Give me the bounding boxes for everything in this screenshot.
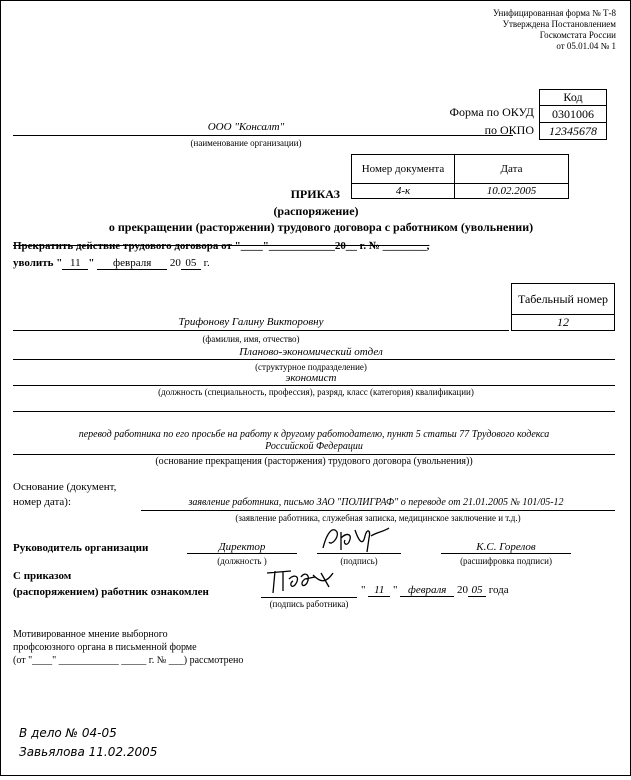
handwritten-signature-note: Завьялова 11.02.2005 — [19, 745, 158, 759]
order-subtitle: (распоряжение) — [273, 204, 359, 218]
department-caption: (структурное подразделение) — [255, 362, 367, 372]
acquainted-date: " 11 " февраля 20 05 года — [361, 584, 509, 596]
employee-signature-icon — [263, 565, 339, 597]
acquainted-year-suffix: года — [488, 584, 509, 596]
reason-text-line1: перевод работника по его просьбе на работу к другому работодателю, пункт 5 статьи 77 Трудового кодекса — [78, 429, 550, 440]
employee-signature-caption: (подпись работника) — [269, 599, 349, 609]
dismiss-year-suffix: г. — [203, 257, 210, 269]
tab-number-value: 12 — [512, 315, 615, 331]
employee-name: Трифонову Галину Викторовну — [178, 316, 324, 328]
employee-department: Планово-экономический отдел — [239, 346, 383, 358]
doc-number-date-table — [351, 154, 569, 199]
dismiss-month: февраля — [97, 257, 167, 270]
organization-caption: (наименование организации) — [190, 138, 302, 148]
order-title: ПРИКАЗ — [290, 187, 340, 201]
handwritten-file-note: В дело № 04-05 — [19, 726, 117, 740]
position-underline — [13, 385, 615, 386]
doc-number-value: 4-к — [352, 184, 455, 199]
union-line2: профсоюзного органа в письменной форме — [13, 642, 197, 653]
employee-position: экономист — [285, 372, 337, 384]
acquainted-day: 11 — [368, 584, 390, 597]
tab-number-table — [511, 283, 615, 331]
doc-date-value: 10.02.2005 — [455, 184, 569, 199]
basis-label-line2: номер дата): — [13, 496, 72, 508]
basis-underline — [141, 510, 615, 511]
dismiss-label: уволить " — [13, 257, 63, 269]
union-line3: (от "____" ____________ _____ г. № ___) рассмотрено — [13, 655, 244, 666]
union-line1: Мотивированное мнение выборного — [13, 629, 168, 640]
acquainted-year-prefix: 20 — [457, 584, 468, 596]
organization-underline — [13, 135, 513, 136]
basis-caption: (заявление работника, служебная записка, медицинское заключение и т.д.) — [235, 513, 521, 523]
director-position-underline — [187, 553, 297, 554]
okud-label: Форма по ОКУД — [449, 105, 534, 119]
acquainted-label-line2: (распоряжением) работник ознакомлен — [13, 586, 209, 598]
terminate-contract-line: Прекратить действие трудового договора от "____"____________20__ г. № ________, — [13, 240, 430, 252]
director-position-caption: (должность ) — [217, 556, 267, 566]
form-header-line2: Утверждена Постановлением — [502, 19, 616, 29]
employee-name-caption: (фамилия, имя, отчество) — [202, 334, 300, 344]
blank-line — [13, 411, 615, 412]
okud-value: 0301006 — [540, 106, 607, 123]
organization-name: ООО "Консалт" — [207, 121, 285, 133]
director-name-caption: (расшифровка подписи) — [460, 556, 552, 566]
order-about: о прекращении (расторжении) трудового договора с работником (увольнении) — [108, 220, 534, 234]
form-header-line3: Госкомстата России — [539, 30, 616, 40]
dismiss-year-prefix: 20 — [169, 257, 181, 269]
department-underline — [13, 359, 615, 360]
basis-label-line1: Основание (документ, — [13, 481, 117, 493]
director-label: Руководитель организации — [13, 542, 149, 554]
reason-text-line2: Российской Федерации — [265, 441, 363, 452]
union-opinion — [13, 628, 243, 667]
form-header-line1: Унифицированная форма № Т-8 — [492, 8, 616, 18]
kod-header: Код — [540, 90, 607, 106]
reason-underline — [13, 454, 615, 455]
position-caption: (должность (специальность, профессия), разряд, класс (категория) квалификации) — [158, 387, 474, 397]
director-name: К.С. Горелов — [476, 541, 536, 553]
employee-signature-underline — [261, 597, 357, 598]
doc-number-header: Номер документа — [352, 155, 455, 184]
basis-value: заявление работника, письмо ЗАО "ПОЛИГРАФ" о переводе от 21.01.2005 № 101/05-12 — [188, 497, 564, 508]
director-signature-underline — [317, 553, 401, 554]
okpo-value: 12345678 — [540, 123, 607, 140]
doc-date-header: Дата — [455, 155, 569, 184]
dismiss-line: уволить " 11 " февраля 20 05 г. — [13, 257, 210, 269]
acquainted-year: 05 — [468, 584, 486, 597]
acquainted-month: февраля — [400, 584, 454, 597]
form-header-line4: от 05.01.04 № 1 — [556, 41, 616, 51]
employee-name-underline — [13, 330, 509, 331]
dismiss-day: 11 — [62, 257, 88, 270]
form-header — [493, 8, 616, 52]
codes-table — [539, 89, 607, 140]
reason-caption: (основание прекращения (расторжения) трудового договора (увольнения)) — [155, 456, 473, 467]
director-name-underline — [441, 553, 571, 554]
acquainted-label-line1: С приказом — [13, 570, 72, 582]
okpo-label: по ОКПО — [484, 123, 534, 137]
dismiss-year: 05 — [181, 257, 201, 270]
director-position: Директор — [218, 541, 266, 553]
tab-number-header: Табельный номер — [512, 284, 615, 315]
director-signature-caption: (подпись) — [340, 556, 378, 566]
director-signature-icon — [319, 522, 399, 556]
